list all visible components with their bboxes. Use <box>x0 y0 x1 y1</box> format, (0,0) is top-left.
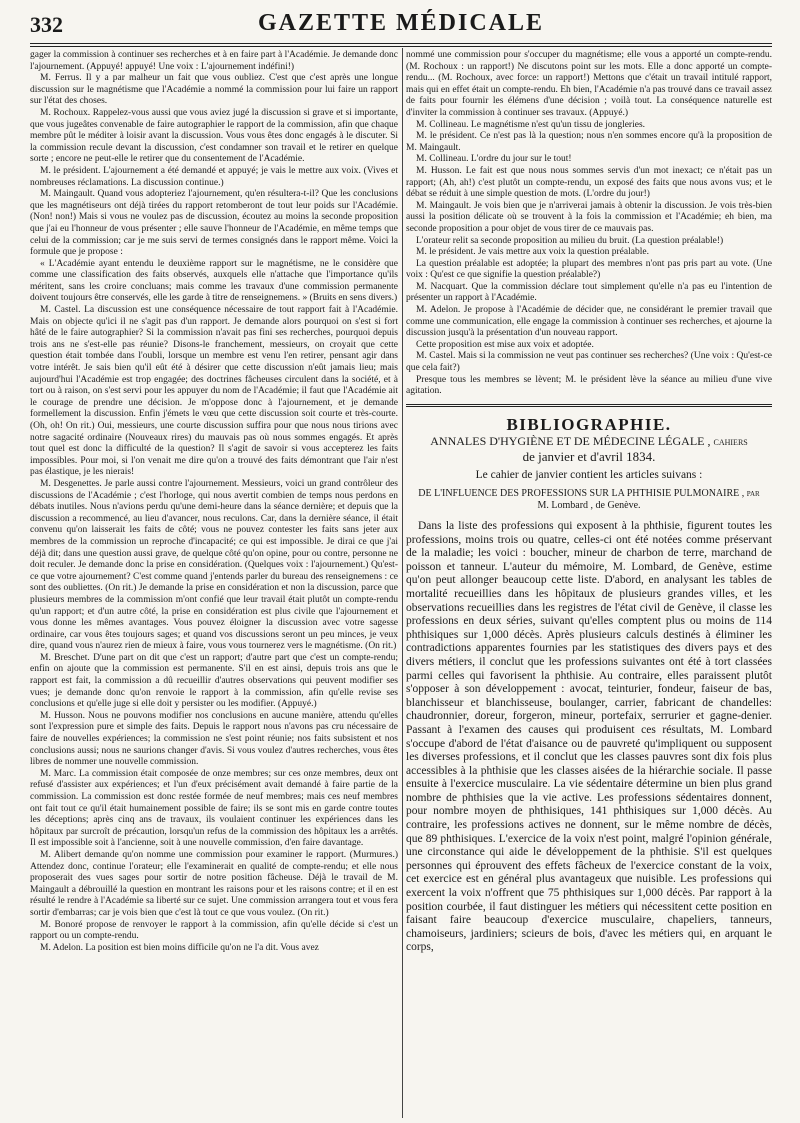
bibliography-heading: BIBLIOGRAPHIE. <box>506 414 672 434</box>
page-number: 332 <box>30 12 63 37</box>
paragraph: M. Husson. Nous ne pouvons modifier nos conclusions en aucune manière, attendu qu'elles sont l'expression pure et simple des faits. Depuis le rapport nous n'avons pas cru nécessaire de faire de nouvelles expériences; la commission ne s'est point réunie; nos faits subsistent et nos conclusions aussi; nous ne saurions changer d'avis. Si vous voulez d'autres recherches, vous êtes libres de nommer une nouvelle commission. <box>30 710 398 768</box>
paragraph: M. Castel. La discussion est une conséquence nécessaire de tout rapport fait à l'Académie. Mais on objecte qu'ici il ne s'agit pas d'un rapport. Je demande alors pourquoi on s'est si fort hâté de le faire autographier? Si la commission n'avait pas fini ses recherches, pourquoi depuis trois ans ne s'est-elle pas réunie? Disons-le franchement, messieurs, on croyait que cette question était tombée dans l'oubli, lorsque un membre est venu l'en retirer, pensant agir dans votre intérêt. Je sais bien qu'il eût été à désirer que cette discussion n'eût jamais lieu; mais aujourd'hui l'Académie est trop engagée; des doctrines fâcheuses circulent dans la société, et à tort ou à raison, on s'est servi pour les appuyer du nom de l'Académie; il faut que l'Académie ait le courage de prendre une décision. Je m'oppose donc à l'ajournement, et je demande formellement la discussion. Enfin j'émets le vœu que cette discussion soit courte et très-courte. (Oh, oh! On rit.) Oui, messieurs, une courte discussion suffira pour que nous nous tirions avec notre sagacité ordinaire (Nouveaux rires) du mauvais pas où nous sommes engagés. Et après tout quel est donc la difficulté de la question? Il s'agit de savoir si vous accepterez les faits impossibles. Pour moi, si l'on venait me dire qu'on a trouvé des faits démontrant que l'air n'est pas élastique, je les nierais! <box>30 305 398 478</box>
paragraph: M. Collineau. L'ordre du jour sur le tout! <box>416 154 572 165</box>
article-title <box>406 488 772 512</box>
paragraph: M. Bonoré propose de renvoyer le rapport à la commission, afin qu'elle décide si c'est un rapport ou un compte-rendu. <box>30 919 398 942</box>
paragraph: M. Alibert demande qu'on nomme une commission pour examiner le rapport. (Murmures.) Attendez donc, continue l'orateur; elle l'examinerait en qualité de compte-rendu; et elle nous proposerait des vues sages pour sortir de notre position fâcheuse. Déjà le travail de M. Maingault a débrouillé la question en montrant les raisons pour et les raisons contre; et il en est résulté le rendre à l'Académie sa liberté sur ce sujet. Une commission arrangera tout et vous fera sortir d'embarras; car je vois bien que c'est là tout ce que vous voulez. (On rit.) <box>30 849 398 918</box>
paragraph: Presque tous les membres se lèvent; M. le président lève la séance au milieu d'une vive agitation. <box>406 374 772 397</box>
journal-title-line-2: de janvier et d'avril 1834. <box>522 449 656 465</box>
paragraph: nommé une commission pour s'occuper du magnétisme; elle vous a apporté un compte-rendu. (M. Rochoux : un rapport!) Ne discutons point sur les mots. Elle a donc apporté un compte-rendu... (M. Rochoux, avec force: un rapport!) Mettons que c'était un travail intitulé rapport, mais qui en effet était un compte-rendu. Eh bien, l'Académie n'a pas trouvé dans ce travail assez de faits pour fournir les élémens d'une décision ; voilà tout. La conséquence naturelle est d'inviter la commission à continuer ses travaux. (Appuyé.) <box>406 50 772 118</box>
page-header <box>30 10 772 40</box>
article-body <box>406 520 772 955</box>
paragraph: M. Castel. Mais si la commission ne veut pas continuer ses recherches? (Une voix : Qu'est-ce que cela fait?) <box>406 351 772 374</box>
paragraph: gager la commission à continuer ses recherches et à en faire part à l'Académie. Je demande donc l'ajournement. (Appuyé! appuyé! Une voix : L'ajournement indéfini!) <box>30 50 398 72</box>
paragraph: M. Adelon. Je propose à l'Académie de décider que, ne considérant le premier travail que comme une communication, elle engage la commission à continuer ses recherches, et ajourne la discussion jusqu'à la présentation d'un nouveau rapport. <box>406 305 772 339</box>
paragraph: M. Nacquart. Que la commission déclare tout simplement qu'elle n'a pas eu l'intention de présenter un rapport à l'Académie. <box>406 281 772 304</box>
paragraph: M. Rochoux. Rappelez-vous aussi que vous aviez jugé la discussion si grave et si importante, que vous jugeâtes convenable de faire autographier le rapport de la commission, afin que chaque membre pût le méditer à loisir avant la discussion. Vous vous êtes donc engagés à le discuter. Si la commission recule devant la discussion, c'est condamner son travail et le retirer en quelque sorte ; encore ne peut-elle le retirer que du consentement de l'Académie. <box>30 107 398 165</box>
paragraph: M. Maingault. Je vois bien que je n'arriverai jamais à obtenir la discussion. Je vois très-bien aussi la position délicate où se trouvent à la fois la commission et l'Académie; eh bien, ma seconde proposition a pour objet de vous tirer de ce mauvais pas. <box>406 200 772 234</box>
article-title-line-2: M. Lombard , de Genève. <box>537 500 641 511</box>
masthead-title: GAZETTE MÉDICALE <box>257 10 545 36</box>
paragraph: M. Husson. Le fait est que nous nous sommes servis d'un mot inexact; ce n'était pas un rapport; (Ah, ah!) c'est plutôt un compte-rendu, un exposé des faits que nous avons vus; et le débat se réduit à une simple question de mots. (L'ordre du jour!) <box>406 165 772 200</box>
left-column <box>30 50 398 1118</box>
paragraph: M. Collineau. Le magnétisme n'est qu'un tissu de jongleries. <box>416 119 646 130</box>
paragraph: M. Adelon. La position est bien moins difficile qu'on ne l'a dit. Vous avez <box>40 942 319 953</box>
paragraph: M. Desgenettes. Je parle aussi contre l'ajournement. Messieurs, voici un grand contrôleur des discussions de l'Académie ; c'est l'horloge, qui nous avertit combien de temps nous perdons en débats inutiles. Nous n'avions perdu qu'une demi-heure dans la séance dernière; et depuis que la discussion a recommencé, au lieu d'avancer, nous reculons. Car, dans la dernière séance, il était convenu qu'on laisserait les faits de côté; vous ne pouvez contester les faits sans jeter aux membres de la commission un reproche d'incapacité; ce qui est impossible. Je dirai ce que j'ai déjà dit; dans une question aussi grave, de quelque côté qu'on opine, pour ou contre, personne ne doit reculer. Je demande donc la prise en considération. (Quelques voix : l'ajournement.) Qu'est-ce que votre ajournement? C'est comme quand j'entends parler du bureau des renseignemens : ce sont des oubliettes. (On rit.) Je demande la prise en considération et non la discussion, parce que plusieurs membres de la commission m'ont confié que leur travail était plutôt un compte-rendu qu'un rapport; et d'un autre côté, la prise en considération est plus civile que l'ajournement et vous donne les mêmes avantages. Vous pouvez éloigner la discussion avec votre sagesse ordinaire, car vous êtes toujours sages; et quand vos discussions seront un peu minces, je veux dire, quand vous n'aurez rien de mieux à faire, vous vous tournerez vers le magnétisme. (On rit.) <box>30 478 398 652</box>
section-rule <box>406 404 772 405</box>
paragraph: La question préalable est adoptée; la plupart des membres n'ont pas pris part au vote. (Une voix : Qu'est ce que signifie la question préalable?) <box>406 258 772 281</box>
column-divider <box>402 48 403 1118</box>
header-rule <box>30 43 772 44</box>
section-rule-2 <box>406 406 772 407</box>
paragraph: M. le président. Ce n'est pas là la question; nous n'en sommes encore qu'à la proposition de M. Maingault. <box>406 131 772 153</box>
right-column <box>406 50 772 1118</box>
paragraph: Cette proposition est mise aux voix et adoptée. <box>416 339 594 350</box>
contents-intro: Le cahier de janvier contient les articles suivans : <box>475 469 703 482</box>
paragraph: M. Breschet. D'une part on dit que c'est un rapport; d'autre part que c'est un compte-rendu; enfin on ajoute que la commission est permanente. S'il en est ainsi, depuis trois ans que le rapport est fait, la commission a dû recueillir d'autres observations qui peuvent modifier ses vues; je demande donc qu'on renvoie le rapport à la commission, afin qu'elle revise ses conclusions et qu'elle juge si elle doit y persister ou les modifier. (Appuyé.) <box>30 652 398 710</box>
paragraph: M. Marc. La commission était composée de onze membres; sur ces onze membres, deux ont refusé d'assister aux expériences; et l'un d'eux précisément avait demandé à faire partie de la commission. La commission est donc restée formée de neuf membres; mais ces neuf membres ont fait tout ce qu'il était humainement possible de faire; ils se sont mis en garde contre toutes les déceptions; après cinq ans de travaux, ils voulaient continuer les expériences dans les hôpitaux par surcroît de précaution, lorsqu'un refus de la commission des hôpitaux les a arrêtés. Il est impossible soit à l'ancienne, soit à une nouvelle commission, d'en faire davantage. <box>30 768 398 849</box>
paragraph: M. Maingault. Quand vous adopteriez l'ajournement, qu'en résultera-t-il? Que les conclusions que les magnétiseurs ont déjà tirées du rapport retomberont de tout leur poids sur l'Académie. (Non! non!) Mais si vous ne voulez pas de discussion, écoutez au moins la seconde proposition que j'ai eu l'honneur de vous présenter ; elle sauve l'honneur de l'Académie, en même temps que celui de la commission; car je me suis servi de termes consignés dans le rapport même. Voici la formule que je propose : <box>30 189 398 258</box>
paragraph: « L'Académie ayant entendu le deuxième rapport sur le magnétisme, ne le considère que comme une classification des faits observés, auxquels elle n'attache que l'importance qu'ils méritent, sans les croire concluans; mais comme les travaux d'une commission permanente doivent toujours être conservés, elle les garde à titre de renseignemens. » (Bruits en sens divers.) <box>30 258 398 304</box>
paragraph: Dans la liste des professions qui exposent à la phthisie, figurent toutes les professions, moins trois ou quatre, celles-ci ont été notées comme préservant de la maladie; les voici : boucher, mineur de charbon de terre, marchand de poisson et tanneur. L'auteur du mémoire, M. Lombard, de Genève, estime qu'on peut allonger beaucoup cette liste. D'abord, en analysant les tables de mortalité recueillies dans les hôpitaux de plusieurs grandes villes, et les observations recueillies dans les registres de l'état civil de Genève, il classe les professions en deux séries, suivant qu'elles comptent plus ou moins de 114 phthisiques sur 1,000 décès. Après plusieurs calculs destinés à éliminer les contradictions apparentes fournies par les statistiques des divers pays et des divers métiers, il conclut que les professions suivantes ont été à tort classées parmi celles qui favorisent la phthisie. Au contraire, elles paraissent plutôt s'opposer à son développement : avocat, teinturier, fondeur, faiseur de bas, blanchisseur et blanchisseuse, boulanger, carrier, fabricant de chandelles: chaudronnier, doreur, forgeron, mineur, portefaix, serrurier et gagne-denier. Passant à l'examen des causes qui produisent ces résultats, M. Lombard s'occupe d'abord de l'état d'aisance ou de pauvreté qu'impliquent ou supposent les diverses professions, et il conclut que les classes pauvres sont dix fois plus accessibles à la phthisie que les classes aisées de la hiérarchie sociale. Il passe ensuite à l'exercice musculaire. La vie sédentaire détermine un bien plus grand nombre de phthisies que la vie active. Les professions sédentaires donnent, pour nombre moyen de phthisiques, 141 phthisiques sur 1,000 décès. Au contraire, les professions actives ne donnent, sur le même nombre de décès, que 89 phthisiques. L'exercice de la voix n'est point, malgré l'opinion générale, une circonstance qui aide le développement de la phthisie. S'il est quelques personnes qui éprouvent des effets fâcheux de l'exercice constant de la voix, cet exercice est en général plus avantageux que nuisible. Les professions qui exercent la voix n'offrent que 75 phthisiques sur 1,000 décès. Par rapport à la position courbée, il faut distinguer les métiers qui nécessitent cette position en faisant faire beaucoup d'exercice musculaire, chapeliers, tanneurs, chamoiseurs, jardiniers; scieurs de bois, d'avec les métiers qui, en arquant le corps, <box>406 520 772 954</box>
paragraph: M. le président. Je vais mettre aux voix la question préalable. <box>416 247 649 258</box>
journal-title-line-1: ANNALES D'HYGIÈNE ET DE MÉDECINE LÉGALE , cahiers <box>430 434 748 449</box>
paragraph: L'orateur relit sa seconde proposition au milieu du bruit. (La question préalable!) <box>416 235 724 246</box>
article-title-line-1: DE L'INFLUENCE DES PROFESSIONS SUR LA PHTHISIE PULMONAIRE , par <box>418 488 760 499</box>
header-rule-2 <box>30 46 772 47</box>
paragraph: M. le président. L'ajournement a été demandé et appuyé; je vais le mettre aux voix. (Vives et nombreuses réclamations. La discussion continue.) <box>30 165 398 188</box>
paragraph: M. Ferrus. Il y a par malheur un fait que vous oubliez. C'est que c'est après une longue discussion sur le magnétisme que l'Académie a nommé la commission pour lui faire un rapport sur l'état des choses. <box>30 73 398 107</box>
journal-title <box>406 434 772 464</box>
